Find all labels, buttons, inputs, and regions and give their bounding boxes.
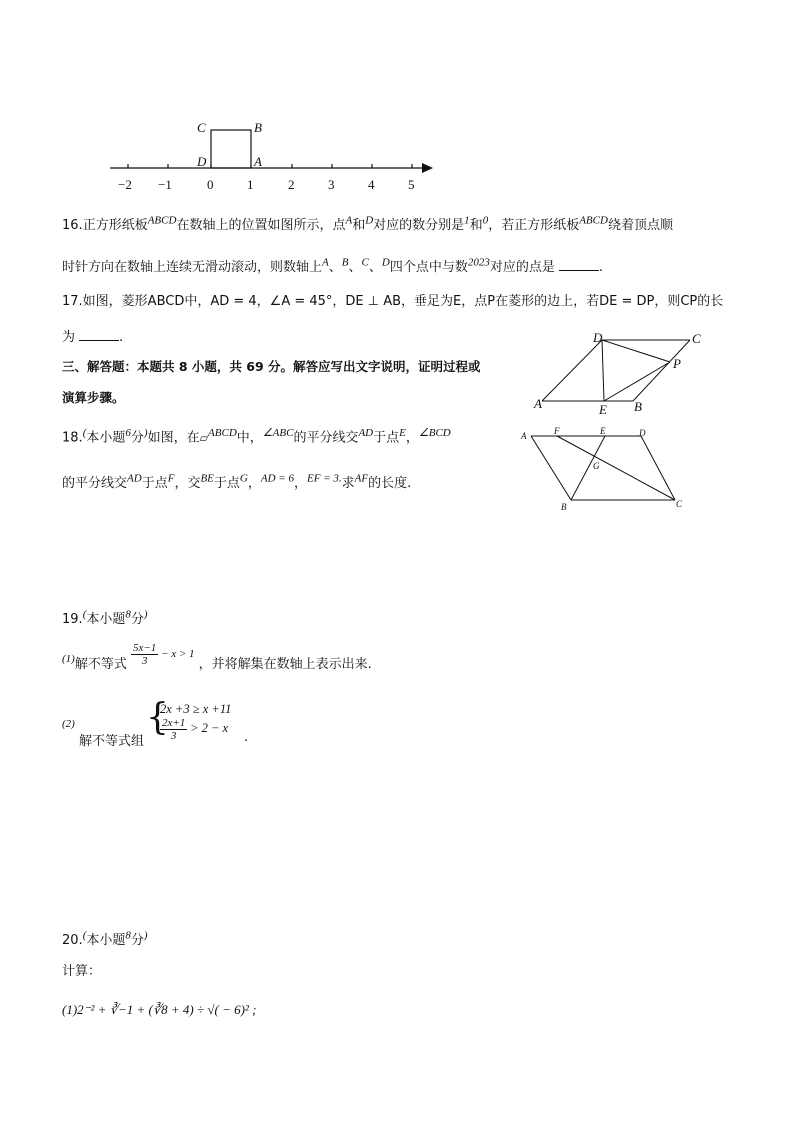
- q16-math: 2023: [467, 256, 490, 269]
- q16-text: 在数轴上的位置如图所示，点: [176, 218, 346, 233]
- vertex-label-e: E: [599, 402, 607, 416]
- tick-labels: [118, 177, 415, 192]
- q16-math: ABCD: [579, 214, 608, 227]
- q16-text: 、: [368, 260, 382, 275]
- tick-label: 2: [288, 177, 295, 192]
- q16-text: 四个点中与数: [389, 260, 468, 275]
- axis-arrow-icon: [422, 163, 433, 173]
- q18-line-2: [62, 472, 411, 491]
- vertex-label-a: A: [521, 431, 527, 441]
- q16-math: A: [345, 214, 353, 227]
- q16-line-2: [62, 256, 603, 275]
- vertex-label-f: F: [554, 426, 560, 436]
- q18-math: AD: [358, 427, 374, 439]
- q18-text: ，: [293, 476, 307, 491]
- fraction-numerator: 5x−1: [132, 642, 157, 654]
- vertex-label-d: D: [593, 330, 603, 345]
- vertex-label-d: D: [197, 154, 207, 169]
- vertex-label-d: D: [639, 428, 646, 438]
- q16-text: 、: [348, 260, 362, 275]
- bisector-cf: [557, 436, 675, 500]
- tick-label: −1: [158, 177, 172, 192]
- q18-text: ，交: [174, 476, 201, 491]
- q18-text: 的平分线交: [62, 476, 128, 491]
- system-brace-icon: {: [146, 697, 169, 738]
- q18-label: 本小题: [86, 430, 126, 446]
- bisector-be: [571, 436, 605, 500]
- q16-text: 和: [469, 218, 483, 233]
- section-3-heading-line-1: 三、解答题：本题共 8 小题，共 69 分。解答应写出文字说明，证明过程或: [62, 359, 481, 374]
- q17-line-1: 17.如图，菱形ABCD中，AD = 4，∠A = 45°，DE ⊥ AB，垂足为E，点P在菱形的边上，若DE = DP，则CP的长: [62, 294, 724, 309]
- q18-number: 18.: [62, 430, 83, 446]
- tick-label: 5: [408, 177, 415, 192]
- q19-header: [62, 608, 148, 627]
- tick-label: −2: [118, 177, 132, 192]
- q16-text: 绕着顶点顺: [607, 218, 673, 233]
- q19-part-2-label: (2): [62, 718, 75, 730]
- inequality-rest: − x > 1: [161, 648, 195, 661]
- q20-number: 20.: [62, 933, 83, 948]
- paren-open: (: [82, 608, 87, 621]
- q18-math: AD: [127, 472, 142, 485]
- section-3-heading-line-2: 演算步骤。: [62, 390, 125, 405]
- q18-text: 如图，在: [147, 430, 200, 446]
- q18-math: ∠ABC: [262, 427, 294, 439]
- vertex-label-c: C: [692, 331, 701, 346]
- q16-math: ABCD: [147, 214, 177, 227]
- q18-math: AD = 6: [260, 472, 294, 485]
- number-line-figure: [100, 112, 440, 200]
- q20-label: 本小题: [86, 933, 126, 948]
- vertex-label-a: A: [254, 154, 262, 169]
- answer-blank[interactable]: [559, 269, 599, 271]
- fraction-numerator: 2x+1: [162, 717, 186, 729]
- vertex-label-e: E: [600, 426, 606, 436]
- edge-ad: [542, 340, 602, 401]
- q19-score: 8: [125, 608, 131, 621]
- vertex-label-c: C: [676, 499, 683, 509]
- q16-text: .: [598, 260, 603, 275]
- tick-label: 4: [368, 177, 375, 192]
- q18-math: ABCD: [208, 427, 237, 439]
- q16-text: ，若正方形纸板: [488, 218, 580, 233]
- paren-close: ): [143, 427, 148, 439]
- part-label: (1): [62, 653, 75, 665]
- q16-math: 0: [482, 214, 489, 227]
- vertex-label-b: B: [634, 399, 642, 414]
- q16-text: 和: [352, 218, 366, 233]
- q16-math: D: [381, 256, 390, 269]
- q16-math: 1: [464, 214, 470, 227]
- q18-math: E: [399, 427, 406, 439]
- q18-score: 6: [125, 427, 131, 439]
- q19-label: 分: [130, 612, 144, 627]
- q16-math: B: [341, 256, 349, 269]
- vertex-label-b: B: [561, 502, 567, 512]
- vertex-label-g: G: [593, 461, 600, 471]
- square-abcd: [211, 130, 251, 168]
- q20-part-1-expression: (1)2⁻² + ∛−1 + (∛8 + 4) ÷ √( − 6)² ;: [62, 1002, 257, 1017]
- q18-math: ∠BCD: [418, 427, 451, 439]
- q18-text: 于点: [213, 476, 240, 491]
- paren-close: ): [143, 929, 148, 942]
- q18-text: 的长度.: [368, 476, 412, 491]
- q19-number: 19.: [62, 612, 83, 627]
- q18-text: 求: [341, 476, 355, 491]
- segment-dp: [602, 340, 670, 362]
- rhombus-figure: [530, 328, 710, 416]
- fraction-denominator: 3: [141, 655, 148, 667]
- parallelogram-figure: [515, 424, 695, 516]
- q16-line-1: [62, 214, 673, 233]
- edge-cb: [633, 340, 690, 401]
- q20-intro: 计算：: [62, 964, 102, 979]
- q16-math: D: [365, 214, 374, 227]
- q19-part-2-end: .: [244, 730, 249, 745]
- q16-text: 、: [328, 260, 342, 275]
- segment-de: [602, 340, 604, 401]
- inequality-rest: > 2 − x: [190, 721, 229, 736]
- q16-text: 对应的点是: [489, 260, 555, 275]
- q16-text: 对应的数分别是: [373, 218, 465, 233]
- q18-label: 分: [130, 430, 144, 446]
- vertex-label-b: B: [254, 120, 262, 135]
- segment-ep: [604, 362, 670, 401]
- vertex-label-p: P: [673, 356, 681, 371]
- vertex-label-a: A: [534, 396, 542, 411]
- parallelogram-symbol: ▱: [199, 431, 209, 445]
- answer-blank[interactable]: [79, 339, 119, 341]
- paren-close: ): [143, 608, 148, 621]
- system-row-2: [160, 717, 228, 742]
- paren-open: (: [82, 929, 87, 942]
- q16-math: A: [322, 256, 329, 269]
- q17-text: .: [119, 330, 124, 345]
- paren-open: (: [82, 427, 87, 439]
- q16-text: 时针方向在数轴上连续无滑动滚动，则数轴上: [62, 260, 323, 275]
- q18-text: ，: [405, 430, 419, 446]
- q20-score: 8: [125, 929, 131, 942]
- q18-math: F: [167, 472, 175, 485]
- tick-label: 1: [247, 177, 254, 192]
- system-row-1: 2x +3 ≥ x +11: [160, 702, 232, 716]
- q18-math: G: [239, 472, 248, 485]
- q19-label: 本小题: [86, 612, 126, 627]
- q19-text: ，并将解集在数轴上表示出来.: [198, 657, 372, 672]
- q18-text: 于点: [373, 430, 400, 446]
- q18-text: 中，: [236, 430, 263, 446]
- q16-number: 16.: [62, 218, 83, 233]
- q20-label: 分: [130, 933, 144, 948]
- q17-line-2: [62, 326, 123, 345]
- q18-text: ，: [247, 476, 261, 491]
- vertex-label-c: C: [197, 120, 206, 135]
- q18-math: AF: [354, 472, 369, 485]
- q18-math: BE: [200, 472, 214, 485]
- q16-math: C: [361, 256, 369, 269]
- q19-part-2-text: 解不等式组: [79, 734, 145, 749]
- q18-math: EF = 3.: [307, 472, 342, 485]
- q19-text: 解不等式: [74, 657, 127, 672]
- q16-text: 正方形纸板: [82, 218, 148, 233]
- tick-label: 3: [328, 177, 335, 192]
- q18-line-1: [62, 426, 451, 445]
- fraction-denominator: 3: [170, 730, 177, 742]
- edge-ab: [531, 436, 571, 500]
- q18-text: 于点: [141, 476, 168, 491]
- q20-header: [62, 929, 148, 948]
- q18-text: 的平分线交: [293, 430, 359, 446]
- q17-text: 为: [62, 330, 76, 345]
- q19-part-1: [62, 642, 372, 677]
- tick-label: 0: [207, 177, 214, 192]
